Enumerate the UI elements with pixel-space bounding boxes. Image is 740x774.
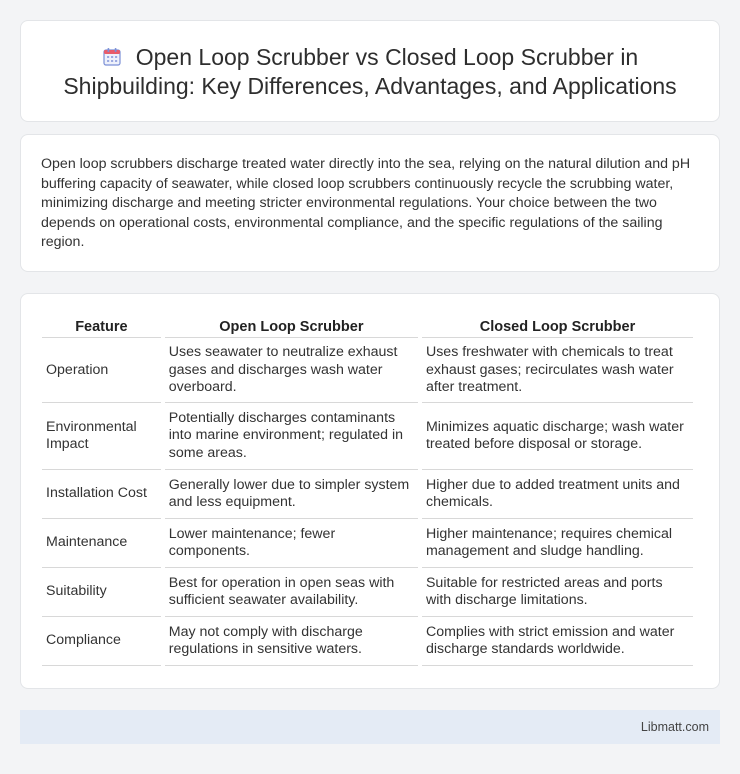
summary-text: Open loop scrubbers discharge treated water directly into the sea, relying on the natural dilution and pH buffering capacity of seawater, while closed loop scrubbers continuously recycle the scrubbing water, minimizing discharge and meeting stricter environmental regulations. Your choice between the two depends on operational costs, environmental compliance, and the specific regulations of the sailing region. (41, 156, 691, 250)
table-row (42, 521, 693, 568)
footer (20, 710, 720, 744)
calendar-icon (102, 45, 122, 65)
open-loop-cell: Generally lower due to simpler system and less equipment. (165, 472, 418, 519)
closed-loop-cell: Complies with strict emission and water discharge standards worldwide. (422, 619, 693, 666)
title-card (20, 20, 720, 122)
header-feature: Feature (42, 316, 161, 338)
closed-loop-cell: Higher due to added treatment units and chemicals. (422, 472, 693, 519)
closed-loop-cell: Suitable for restricted areas and ports with discharge limitations. (422, 570, 693, 617)
closed-loop-cell: Higher maintenance; requires chemical management and sludge handling. (422, 521, 693, 568)
table-row (42, 340, 693, 403)
header-closed-loop: Closed Loop Scrubber (422, 316, 693, 338)
table-row (42, 619, 693, 666)
comparison-table (38, 314, 697, 668)
feature-cell: Compliance (42, 619, 161, 666)
closed-loop-cell: Uses freshwater with chemicals to treat exhaust gases; recirculates wash water after treatment. (422, 340, 693, 403)
feature-cell: Installation Cost (42, 472, 161, 519)
footer-brand-link[interactable]: Libmatt.com (640, 720, 709, 734)
header-open-loop: Open Loop Scrubber (165, 316, 418, 338)
feature-cell: Operation (42, 340, 161, 403)
open-loop-cell: May not comply with discharge regulations in sensitive waters. (165, 619, 418, 666)
open-loop-cell: Lower maintenance; fewer components. (165, 521, 418, 568)
open-loop-cell: Best for operation in open seas with sufficient seawater availability. (165, 570, 418, 617)
table-row (42, 472, 693, 519)
page-title-text: Open Loop Scrubber vs Closed Loop Scrubber in Shipbuilding: Key Differences, Advantages, and Applications (63, 44, 677, 99)
feature-cell: Suitability (42, 570, 161, 617)
page-title (51, 43, 689, 101)
open-loop-cell: Uses seawater to neutralize exhaust gases and discharges wash water overboard. (165, 340, 418, 403)
open-loop-cell: Potentially discharges contaminants into marine environment; regulated in some areas. (165, 405, 418, 470)
summary-card (20, 134, 720, 272)
feature-cell: Environmental Impact (42, 405, 161, 470)
feature-cell: Maintenance (42, 521, 161, 568)
table-header-row (42, 316, 693, 338)
closed-loop-cell: Minimizes aquatic discharge; wash water treated before disposal or storage. (422, 405, 693, 470)
table-row (42, 405, 693, 470)
table-row (42, 570, 693, 617)
comparison-table-card (20, 293, 720, 689)
